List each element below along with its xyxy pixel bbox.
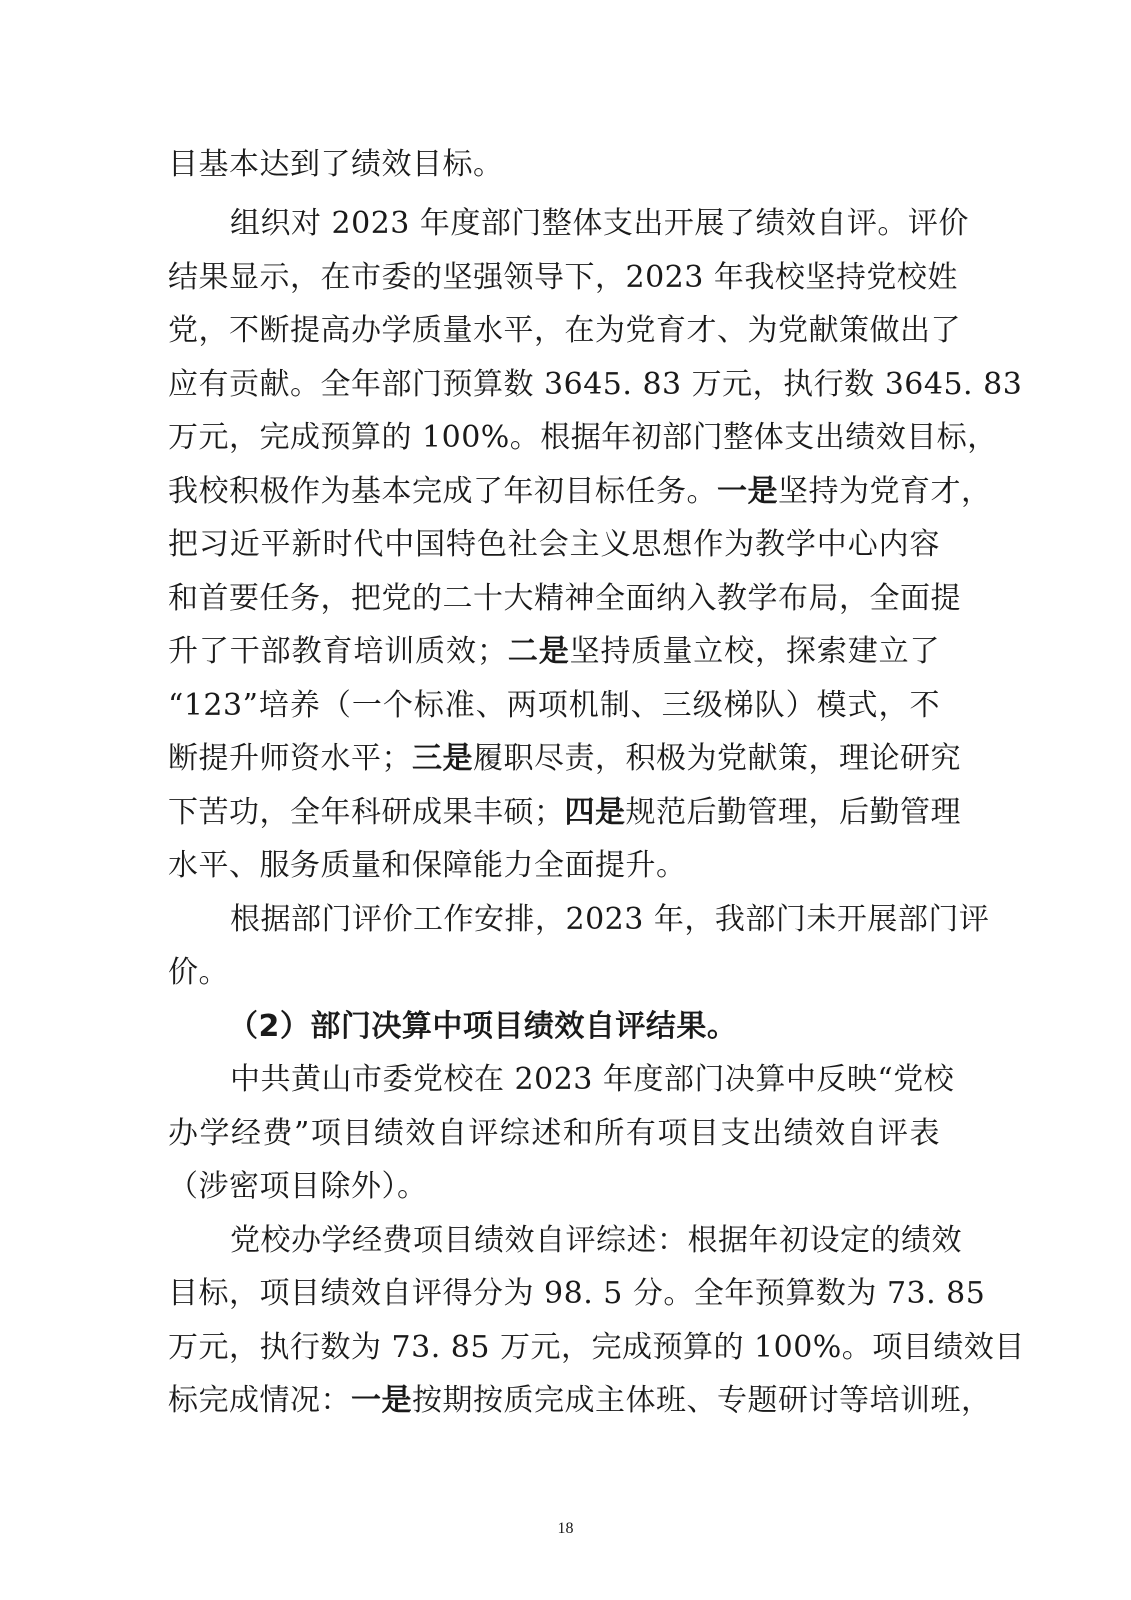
text-line: 万元，执行数为 73. 85 万元，完成预算的 100%。项目绩效目 (168, 1330, 1025, 1365)
text-line: 结果显示，在市委的坚强领导下，2023 年我校坚持党校姓 (168, 260, 958, 295)
text-line: 升了干部教育培训质效；二是坚持质量立校，探索建立了 (168, 634, 941, 669)
text-line: 党，不断提高办学质量水平，在为党育才、为党献策做出了 (168, 313, 961, 348)
text-line: 根据部门评价工作安排，2023 年，我部门未开展部门评 (230, 902, 990, 937)
page-number: 18 (557, 1520, 574, 1537)
text-line: 把习近平新时代中国特色社会主义思想作为教学中心内容 (168, 527, 940, 562)
text-line: 标完成情况：一是按期按质完成主体班、专题研讨等培训班， (168, 1383, 992, 1418)
text-line: “123”培养（一个标准、两项机制、三级梯队）模式，不 (168, 688, 940, 723)
text-line: 中共黄山市委党校在 2023 年度部门决算中反映“党校 (230, 1062, 955, 1097)
text-line: 断提升师资水平；三是履职尽责，积极为党献策，理论研究 (168, 741, 961, 776)
section-heading: （2）部门决算中项目绩效自评结果。 (228, 1009, 738, 1044)
text-line: （涉密项目除外）。 (168, 1169, 428, 1204)
text-line: 党校办学经费项目绩效自评综述：根据年初设定的绩效 (230, 1223, 962, 1258)
emphasis-label: 三是 (412, 741, 473, 776)
text-line: 应有贡献。全年部门预算数 3645. 83 万元，执行数 3645. 83 (168, 367, 1023, 402)
emphasis-label: 一是 (351, 1383, 412, 1418)
text-line: 水平、服务质量和保障能力全面提升。 (168, 848, 687, 883)
text-line: 目基本达到了绩效目标。 (168, 147, 504, 182)
emphasis-label: 一是 (717, 474, 778, 509)
text-line: 我校积极作为基本完成了年初目标任务。一是坚持为党育才， (168, 474, 992, 509)
text-line: 下苦功，全年科研成果丰硕；四是规范后勤管理，后勤管理 (168, 795, 961, 830)
text-line: 价。 (168, 955, 229, 990)
text-line: 办学经费”项目绩效自评综述和所有项目支出绩效自评表 (168, 1116, 940, 1151)
emphasis-label: 四是 (564, 795, 626, 830)
text-line: 目标，项目绩效自评得分为 98. 5 分。全年预算数为 73. 85 (168, 1276, 986, 1311)
text-line: 万元，完成预算的 100%。根据年初部门整体支出绩效目标， (168, 420, 998, 455)
emphasis-label: 二是 (507, 634, 570, 669)
text-line: 和首要任务，把党的二十大精神全面纳入教学布局，全面提 (168, 581, 961, 616)
text-line: 组织对 2023 年度部门整体支出开展了绩效自评。评价 (230, 206, 969, 241)
